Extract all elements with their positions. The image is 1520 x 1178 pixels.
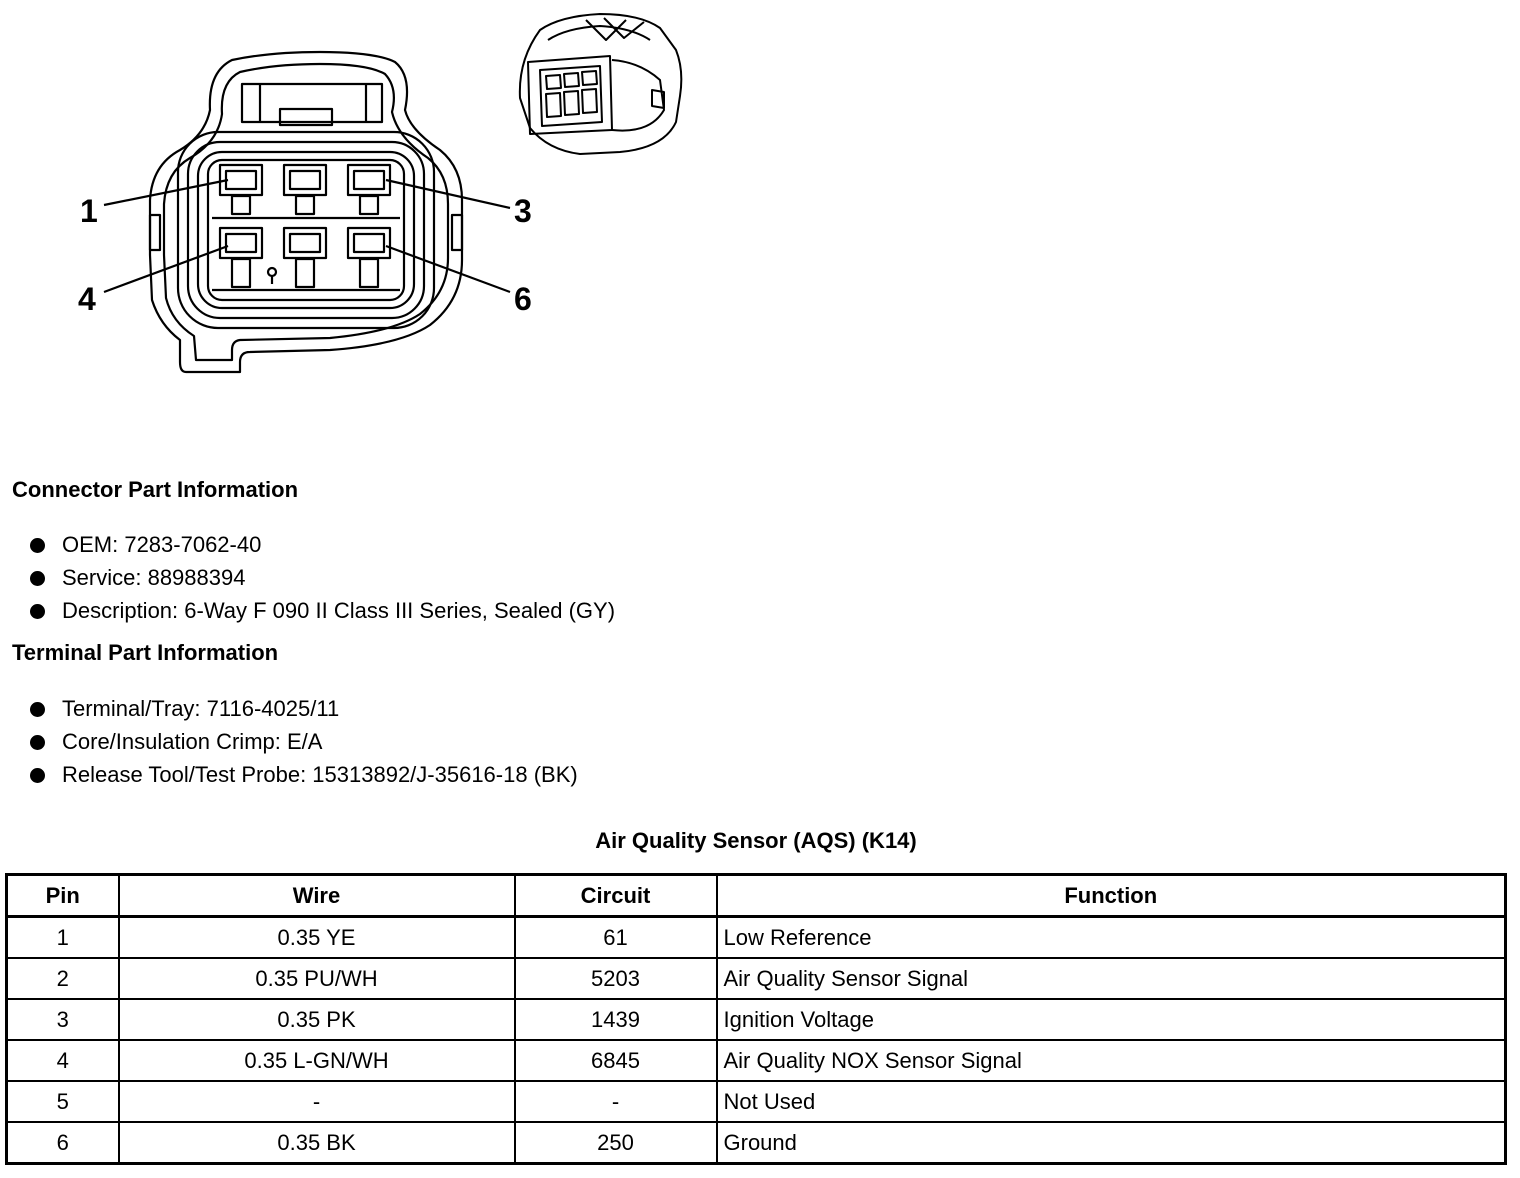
- terminal-crimp: Core/Insulation Crimp: E/A: [62, 729, 323, 754]
- terminal-pin-3: [348, 165, 390, 214]
- bullet-icon: [30, 768, 45, 783]
- terminal-release-tool: Release Tool/Test Probe: 15313892/J-35616-18 (BK): [62, 762, 578, 787]
- terminal-part-info-heading: Terminal Part Information: [12, 640, 279, 665]
- cell-function: Not Used: [717, 1081, 1506, 1122]
- table-title: Air Quality Sensor (AQS) (K14): [595, 828, 917, 853]
- terminal-cavity-frame: [208, 160, 404, 300]
- terminal-pin-6: [348, 228, 390, 287]
- cell-function: Air Quality Sensor Signal: [717, 958, 1506, 999]
- cell-circuit: 5203: [515, 958, 717, 999]
- pinout-table: [5, 873, 1507, 1165]
- cell-pin: 1: [7, 917, 119, 959]
- table-row: [7, 917, 1506, 959]
- terminal-pin-1: [220, 165, 262, 214]
- seal-ring-middle: [188, 142, 424, 318]
- cell-circuit: 6845: [515, 1040, 717, 1081]
- cell-wire: 0.35 L-GN/WH: [119, 1040, 515, 1081]
- connector-perspective-view: [520, 14, 682, 154]
- table-row: [7, 999, 1506, 1040]
- table-header-row: [7, 875, 1506, 917]
- connector-description: Description: 6-Way F 090 II Class III Series, Sealed (GY): [62, 598, 616, 623]
- cell-pin: 4: [7, 1040, 119, 1081]
- cell-circuit: 61: [515, 917, 717, 959]
- cell-function: Ground: [717, 1122, 1506, 1164]
- cell-pin: 5: [7, 1081, 119, 1122]
- cell-function: Air Quality NOX Sensor Signal: [717, 1040, 1506, 1081]
- terminal-pin-4: [220, 228, 262, 287]
- cell-pin: 3: [7, 999, 119, 1040]
- terminal-tray: Terminal/Tray: 7116-4025/11: [62, 696, 340, 721]
- connector-service: Service: 88988394: [62, 565, 246, 590]
- list-item: [28, 561, 615, 594]
- column-header-function: Function: [717, 875, 1506, 917]
- list-item: [28, 692, 578, 725]
- cell-circuit: 1439: [515, 999, 717, 1040]
- list-item: [28, 758, 578, 791]
- connector-housing-outline: [150, 52, 462, 372]
- bullet-icon: [30, 571, 45, 586]
- table-row: [7, 958, 1506, 999]
- bullet-icon: [30, 735, 45, 750]
- pin-callout-6: 6: [514, 281, 532, 317]
- bullet-icon: [30, 702, 45, 717]
- column-header-pin: Pin: [7, 875, 119, 917]
- connector-oem: OEM: 7283-7062-40: [62, 532, 262, 557]
- list-item: [28, 528, 615, 561]
- table-row: [7, 1040, 1506, 1081]
- cell-pin: 2: [7, 958, 119, 999]
- pin-callout-4: 4: [78, 281, 96, 317]
- column-header-circuit: Circuit: [515, 875, 717, 917]
- seal-ring-inner: [198, 152, 414, 308]
- cell-wire: 0.35 BK: [119, 1122, 515, 1164]
- connector-diagram: [0, 0, 700, 400]
- cell-wire: -: [119, 1081, 515, 1122]
- list-item: [28, 725, 578, 758]
- terminal-pin-2: [284, 165, 326, 214]
- cell-wire: 0.35 PK: [119, 999, 515, 1040]
- table-row: [7, 1122, 1506, 1164]
- pin-callout-1: 1: [80, 193, 98, 229]
- connector-part-info-heading: Connector Part Information: [12, 477, 299, 502]
- cell-wire: 0.35 YE: [119, 917, 515, 959]
- terminal-part-info-list: [28, 692, 578, 791]
- cell-circuit: 250: [515, 1122, 717, 1164]
- list-item: [28, 594, 615, 627]
- cell-function: Ignition Voltage: [717, 999, 1506, 1040]
- bullet-icon: [30, 538, 45, 553]
- table-row: [7, 1081, 1506, 1122]
- connector-part-info-list: [28, 528, 615, 627]
- column-header-wire: Wire: [119, 875, 515, 917]
- cell-function: Low Reference: [717, 917, 1506, 959]
- terminal-pin-5: [284, 228, 326, 287]
- bullet-icon: [30, 604, 45, 619]
- cell-circuit: -: [515, 1081, 717, 1122]
- pin-callout-3: 3: [514, 193, 532, 229]
- cell-pin: 6: [7, 1122, 119, 1164]
- cell-wire: 0.35 PU/WH: [119, 958, 515, 999]
